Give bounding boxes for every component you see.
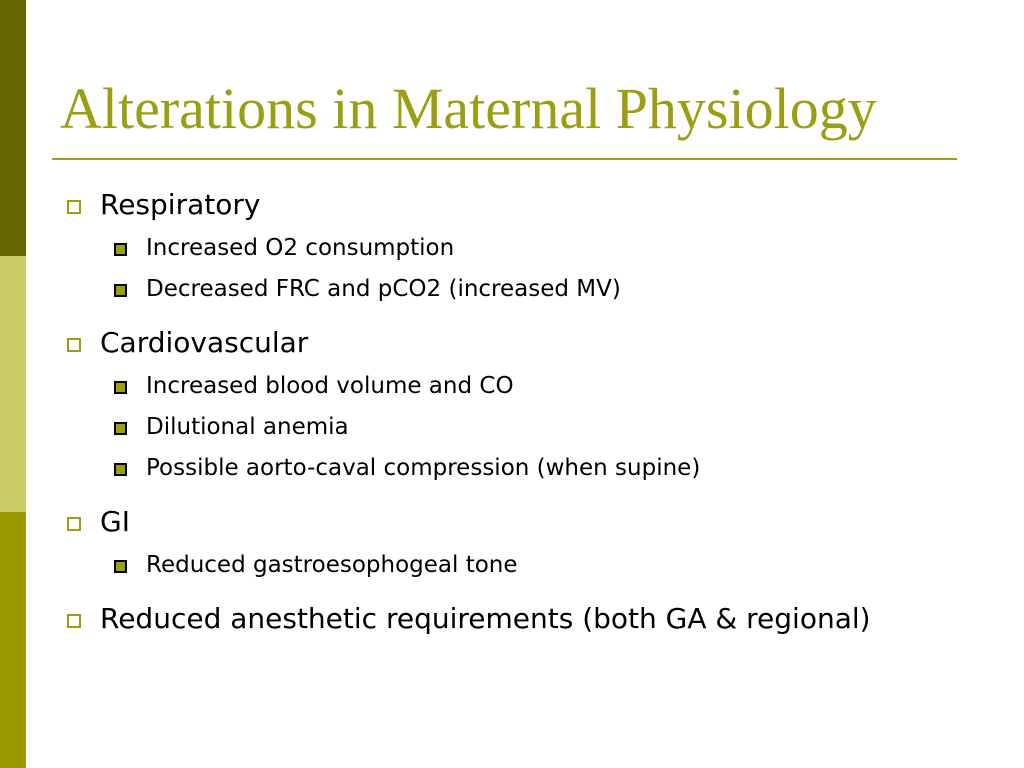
- sub-bullet-text: Increased blood volume and CO: [146, 373, 514, 399]
- filled-square-bullet-icon: [114, 243, 127, 256]
- hollow-square-bullet-icon: [67, 200, 81, 214]
- filled-square-bullet-icon: [114, 381, 127, 394]
- bullet-item: [62, 503, 962, 586]
- hollow-square-bullet-icon: [67, 338, 81, 352]
- sub-bullet-item: [100, 407, 962, 448]
- sub-bullet-text: Increased O2 consumption: [146, 235, 455, 261]
- sub-bullet-text: Possible aorto-caval compression (when supine): [146, 455, 701, 481]
- sub-bullet-item: [100, 269, 962, 310]
- sub-bullet-item: [100, 366, 962, 407]
- bullet-text: Reduced anesthetic requirements (both GA & regional): [100, 602, 871, 635]
- filled-square-bullet-icon: [114, 463, 127, 476]
- bullet-text: GI: [100, 505, 130, 538]
- sub-bullet-list: [100, 545, 962, 586]
- sub-bullet-text: Reduced gastroesophogeal tone: [146, 552, 518, 578]
- sub-bullet-item: [100, 448, 962, 489]
- bullet-text: Cardiovascular: [100, 326, 309, 359]
- filled-square-bullet-icon: [114, 284, 127, 297]
- sidebar-segment-bottom: [0, 512, 26, 768]
- sub-bullet-list: [100, 228, 962, 310]
- sidebar-color-bar: [0, 0, 26, 768]
- bullet-item: [62, 600, 962, 638]
- sub-bullet-item: [100, 545, 962, 586]
- bullet-text: Respiratory: [100, 188, 261, 221]
- sub-bullet-list: [100, 366, 962, 489]
- filled-square-bullet-icon: [114, 422, 127, 435]
- title-underline: [52, 158, 957, 160]
- bullet-item: [62, 186, 962, 310]
- bullet-list: [62, 186, 962, 638]
- sidebar-segment-middle: [0, 256, 26, 512]
- sub-bullet-text: Dilutional anemia: [146, 414, 349, 440]
- filled-square-bullet-icon: [114, 560, 127, 573]
- slide-title: Alterations in Maternal Physiology: [60, 76, 877, 141]
- sub-bullet-item: [100, 228, 962, 269]
- sidebar-segment-top: [0, 0, 26, 256]
- sub-bullet-text: Decreased FRC and pCO2 (increased MV): [146, 276, 621, 302]
- hollow-square-bullet-icon: [67, 614, 81, 628]
- hollow-square-bullet-icon: [67, 517, 81, 531]
- bullet-item: [62, 324, 962, 489]
